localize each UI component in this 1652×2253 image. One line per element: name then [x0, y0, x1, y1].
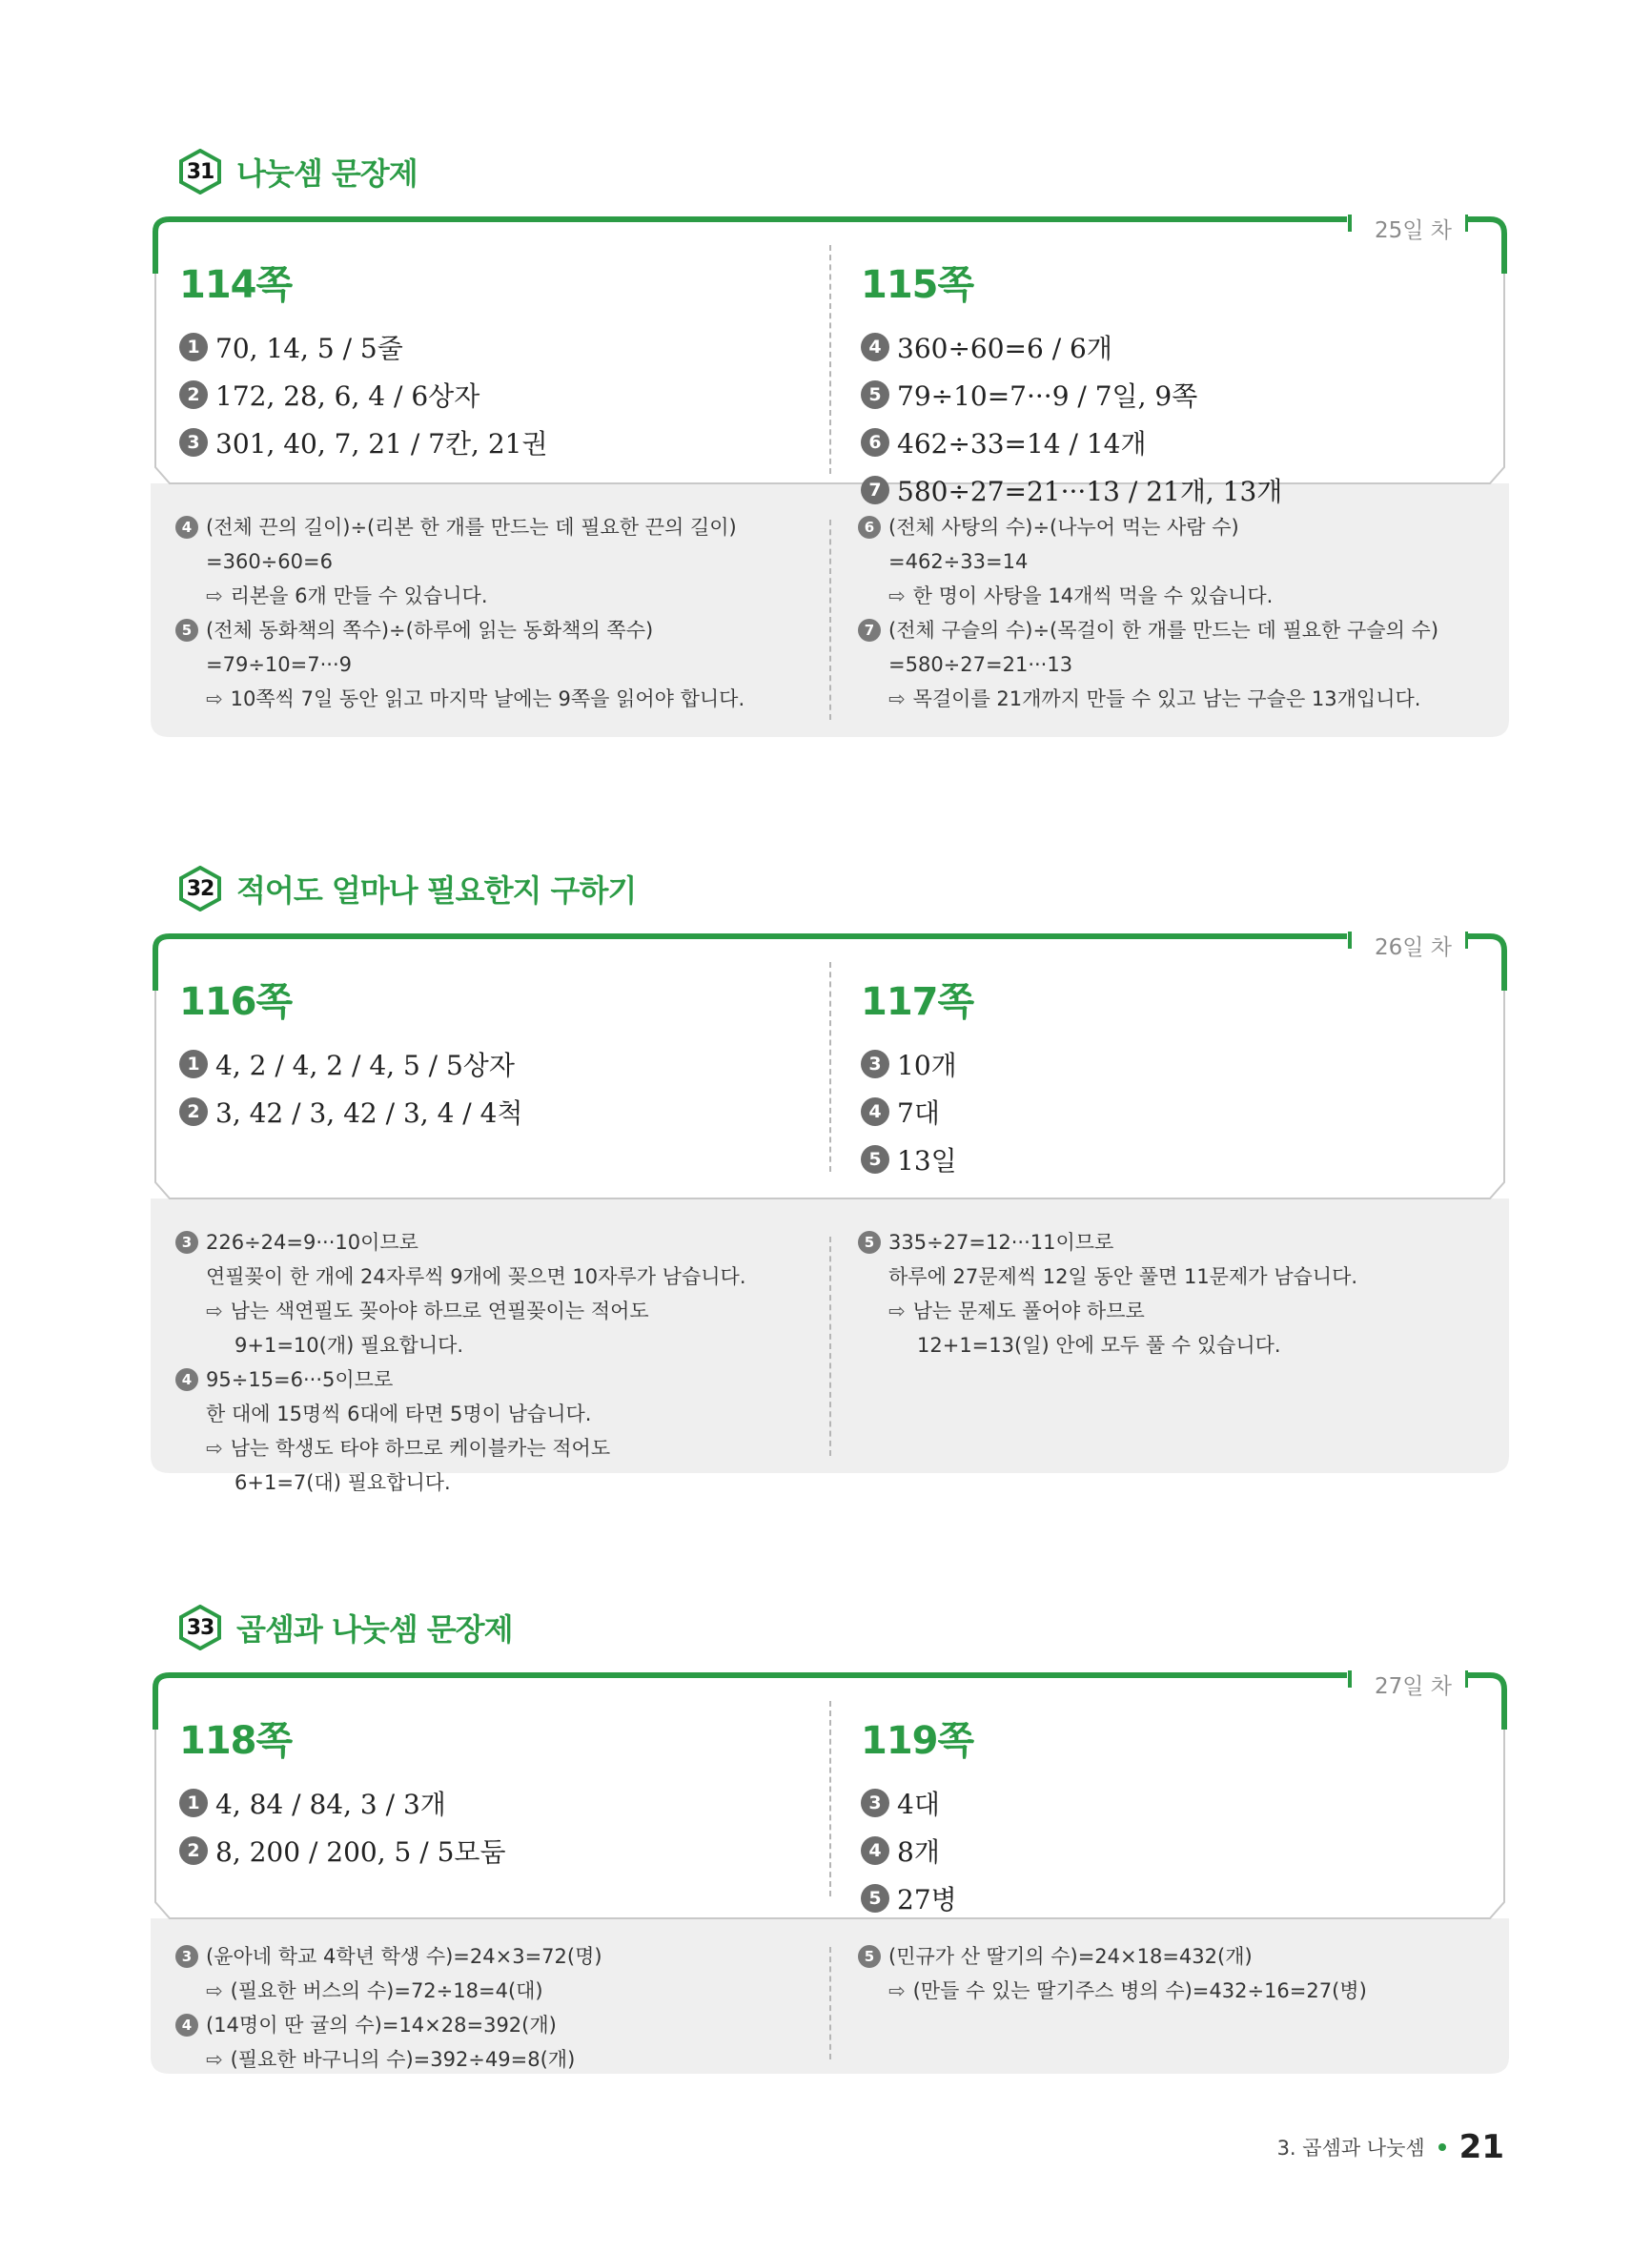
explanation-left	[175, 1939, 805, 2077]
answer-text: 남는 색연필도 꽂아야 하므로 연필꽂이는 적어도	[230, 1300, 649, 1322]
page-heading: 115쪽	[861, 263, 974, 307]
explanation-line	[175, 647, 805, 682]
answer-item	[861, 1874, 1471, 1922]
answer-text: 462÷33=14 / 14개	[897, 428, 1147, 460]
explanation-line	[858, 613, 1487, 647]
item-number-icon: 7	[861, 476, 889, 504]
explanation-line	[175, 510, 805, 544]
explanation-line	[858, 682, 1487, 716]
answer-text: 8개	[897, 1836, 940, 1868]
item-number-icon: 3	[861, 1050, 889, 1078]
answer-text: 10개	[897, 1050, 957, 1081]
item-number-icon: 4	[861, 1097, 889, 1126]
answer-text: (윤아네 학교 4학년 학생 수)=24×3=72(명)	[206, 1945, 602, 1968]
answer-box	[151, 215, 1509, 744]
answer-column-right	[861, 260, 1471, 514]
answer-text: 8, 200 / 200, 5 / 5모둠	[215, 1836, 506, 1868]
answer-item	[179, 419, 789, 466]
answer-text: 한 명이 사탕을 14개씩 먹을 수 있습니다.	[912, 584, 1274, 607]
item-number-icon: 5	[858, 1945, 881, 1968]
answer-item	[861, 1040, 1471, 1088]
answer-item	[179, 371, 789, 419]
arrow-icon: ⇨	[206, 1979, 223, 2002]
arrow-icon: ⇨	[206, 2048, 223, 2071]
column-divider	[829, 1237, 831, 1456]
answer-text: 6+1=7(대) 필요합니다.	[235, 1471, 451, 1494]
page-heading: 119쪽	[861, 1719, 974, 1763]
page-heading: 118쪽	[179, 1719, 293, 1763]
answer-text: 335÷27=12···11이므로	[888, 1231, 1114, 1254]
answer-text: (전체 사탕의 수)÷(나누어 먹는 사람 수)	[888, 516, 1239, 539]
arrow-icon: ⇨	[206, 687, 223, 710]
answer-text: 목걸이를 21개까지 만들 수 있고 남는 구슬은 13개입니다.	[912, 687, 1421, 710]
answer-text: 7대	[897, 1097, 940, 1129]
section-number-badge: 33	[177, 1605, 223, 1650]
explanation-right	[858, 1225, 1487, 1362]
answer-item	[179, 323, 789, 371]
explanation-left	[175, 510, 805, 716]
answer-item	[179, 1827, 789, 1874]
explanation-line	[858, 510, 1487, 544]
answer-text: =360÷60=6	[206, 550, 333, 573]
column-divider	[829, 520, 831, 720]
item-number-icon: 1	[179, 1050, 208, 1078]
arrow-icon: ⇨	[206, 584, 223, 607]
answer-item	[861, 1779, 1471, 1827]
section-heading: 적어도 얼마나 필요한지 구하기	[236, 872, 637, 909]
item-number-icon: 4	[861, 1836, 889, 1865]
item-number-icon: 5	[858, 1231, 881, 1254]
answer-text: 10쪽씩 7일 동안 읽고 마지막 날에는 9쪽을 읽어야 합니다.	[230, 687, 745, 710]
answer-text: (전체 끈의 길이)÷(리본 한 개를 만드는 데 필요한 끈의 길이)	[206, 516, 737, 539]
item-number-icon: 3	[175, 1945, 198, 1968]
explanation-line	[858, 544, 1487, 579]
explanation-line	[175, 1465, 805, 1500]
answer-text: 27병	[897, 1884, 957, 1915]
answer-text: =580÷27=21···13	[888, 653, 1073, 676]
explanation-line	[175, 1431, 805, 1465]
explanation-line	[175, 1397, 805, 1431]
explanation-line	[175, 1974, 805, 2008]
answer-box	[151, 932, 1509, 1494]
item-number-icon: 7	[858, 619, 881, 642]
item-number-icon: 3	[179, 428, 208, 457]
column-divider	[829, 1701, 831, 1896]
answer-item	[179, 1040, 789, 1088]
answer-item	[861, 371, 1471, 419]
arrow-icon: ⇨	[888, 1979, 906, 2002]
item-number-icon: 6	[861, 428, 889, 457]
explanation-line	[175, 544, 805, 579]
arrow-icon: ⇨	[888, 687, 906, 710]
explanation-right	[858, 1939, 1487, 2008]
answer-text: 13일	[897, 1145, 957, 1177]
item-number-icon: 5	[861, 1884, 889, 1913]
item-number-icon: 6	[858, 516, 881, 539]
item-number-icon: 3	[861, 1789, 889, 1817]
answer-text: 301, 40, 7, 21 / 7칸, 21권	[215, 428, 548, 460]
answer-text: (전체 동화책의 쪽수)÷(하루에 읽는 동화책의 쪽수)	[206, 619, 654, 642]
arrow-icon: ⇨	[206, 1437, 223, 1460]
answer-text: =79÷10=7···9	[206, 653, 352, 676]
arrow-icon: ⇨	[888, 584, 906, 607]
section-title	[177, 143, 418, 200]
item-number-icon: 4	[175, 1368, 198, 1391]
answer-text: 12+1=13(일) 안에 모두 풀 수 있습니다.	[917, 1334, 1281, 1357]
answer-text: (전체 구슬의 수)÷(목걸이 한 개를 만드는 데 필요한 구슬의 수)	[888, 619, 1439, 642]
item-number-icon: 2	[179, 1836, 208, 1865]
page-footer	[1277, 2128, 1504, 2166]
answer-item	[861, 1088, 1471, 1136]
answer-item	[861, 323, 1471, 371]
day-label: 26일 차	[1361, 930, 1465, 961]
explanation-line	[858, 1328, 1487, 1362]
explanation-line	[858, 647, 1487, 682]
section-title	[177, 860, 636, 917]
section-title	[177, 1599, 513, 1656]
explanation-line	[175, 1294, 805, 1328]
explanation-line	[858, 1294, 1487, 1328]
answer-text: 남는 학생도 타야 하므로 케이블카는 적어도	[230, 1437, 611, 1460]
explanation-line	[858, 1939, 1487, 1974]
column-divider	[829, 245, 831, 474]
answer-column-right	[861, 977, 1471, 1183]
explanation-line	[175, 2042, 805, 2077]
answer-text: 한 대에 15명씩 6대에 타면 5명이 남습니다.	[206, 1403, 592, 1425]
answer-text: 70, 14, 5 / 5줄	[215, 333, 403, 364]
answer-text: =462÷33=14	[888, 550, 1029, 573]
page-heading: 114쪽	[179, 263, 293, 307]
answer-text: 9+1=10(개) 필요합니다.	[235, 1334, 464, 1357]
answer-text: 79÷10=7···9 / 7일, 9쪽	[897, 380, 1198, 412]
item-number-icon: 3	[175, 1231, 198, 1254]
explanation-line	[175, 1362, 805, 1397]
day-label: 27일 차	[1361, 1669, 1465, 1700]
explanation-line	[175, 1260, 805, 1294]
item-number-icon: 5	[175, 619, 198, 642]
separator-dot	[1438, 2143, 1446, 2151]
answer-item	[179, 1088, 789, 1136]
answer-item	[861, 1136, 1471, 1183]
answer-column-left	[179, 1716, 789, 1874]
answer-text: 4, 84 / 84, 3 / 3개	[215, 1789, 446, 1820]
explanation-line	[858, 1974, 1487, 2008]
answer-item	[861, 419, 1471, 466]
section-heading: 나눗셈 문장제	[236, 155, 418, 192]
answer-text: 남는 문제도 풀어야 하므로	[912, 1300, 1145, 1322]
answer-item	[861, 1827, 1471, 1874]
chapter-label: 3. 곱셈과 나눗셈	[1276, 2137, 1425, 2160]
item-number-icon: 1	[179, 1789, 208, 1817]
explanation-left	[175, 1225, 805, 1500]
answer-text: 172, 28, 6, 4 / 6상자	[215, 380, 480, 412]
answer-text: (만들 수 있는 딸기주스 병의 수)=432÷16=27(병)	[912, 1979, 1367, 2002]
explanation-line	[175, 1939, 805, 1974]
answer-text: 연필꽂이 한 개에 24자루씩 9개에 꽂으면 10자루가 남습니다.	[206, 1265, 746, 1288]
answer-text: (14명이 딴 귤의 수)=14×28=392(개)	[206, 2014, 557, 2037]
item-number-icon: 4	[861, 333, 889, 361]
answer-column-left	[179, 260, 789, 466]
explanation-line	[175, 2008, 805, 2042]
explanation-line	[858, 579, 1487, 613]
section-number-badge: 32	[177, 866, 223, 911]
answer-text: 3, 42 / 3, 42 / 3, 4 / 4척	[215, 1097, 523, 1129]
answer-box	[151, 1670, 1509, 2080]
answer-item	[179, 1779, 789, 1827]
explanation-line	[175, 1328, 805, 1362]
answer-text: (민규가 산 딸기의 수)=24×18=432(개)	[888, 1945, 1253, 1968]
page-number: 21	[1458, 2128, 1504, 2166]
answer-text: 4, 2 / 4, 2 / 4, 5 / 5상자	[215, 1050, 515, 1081]
answer-text: 580÷27=21···13 / 21개, 13개	[897, 476, 1283, 507]
item-number-icon: 2	[179, 1097, 208, 1126]
answer-text: 4대	[897, 1789, 940, 1820]
section-number-badge: 31	[177, 149, 223, 195]
answer-item	[861, 466, 1471, 514]
arrow-icon: ⇨	[888, 1300, 906, 1322]
answer-text: (필요한 버스의 수)=72÷18=4(대)	[230, 1979, 543, 2002]
item-number-icon: 2	[179, 380, 208, 409]
explanation-right	[858, 510, 1487, 716]
item-number-icon: 4	[175, 516, 198, 539]
answer-column-left	[179, 977, 789, 1136]
answer-text: 리본을 6개 만들 수 있습니다.	[230, 584, 488, 607]
column-divider	[829, 1947, 831, 2059]
arrow-icon: ⇨	[206, 1300, 223, 1322]
section-heading: 곱셈과 나눗셈 문장제	[236, 1611, 513, 1648]
answer-text: 360÷60=6 / 6개	[897, 333, 1112, 364]
column-divider	[829, 962, 831, 1172]
page-heading: 116쪽	[179, 980, 293, 1024]
explanation-line	[175, 682, 805, 716]
explanation-line	[175, 579, 805, 613]
item-number-icon: 5	[861, 1145, 889, 1174]
answer-text: 하루에 27문제씩 12일 동안 풀면 11문제가 남습니다.	[888, 1265, 1358, 1288]
item-number-icon: 5	[861, 380, 889, 409]
day-label: 25일 차	[1361, 213, 1465, 244]
explanation-line	[858, 1260, 1487, 1294]
item-number-icon: 4	[175, 2014, 198, 2037]
item-number-icon: 1	[179, 333, 208, 361]
explanation-line	[175, 1225, 805, 1260]
explanation-line	[858, 1225, 1487, 1260]
answer-column-right	[861, 1716, 1471, 1922]
explanation-line	[175, 613, 805, 647]
answer-text: (필요한 바구니의 수)=392÷49=8(개)	[230, 2048, 576, 2071]
answer-text: 95÷15=6···5이므로	[206, 1368, 394, 1391]
page-heading: 117쪽	[861, 980, 974, 1024]
answer-text: 226÷24=9···10이므로	[206, 1231, 418, 1254]
